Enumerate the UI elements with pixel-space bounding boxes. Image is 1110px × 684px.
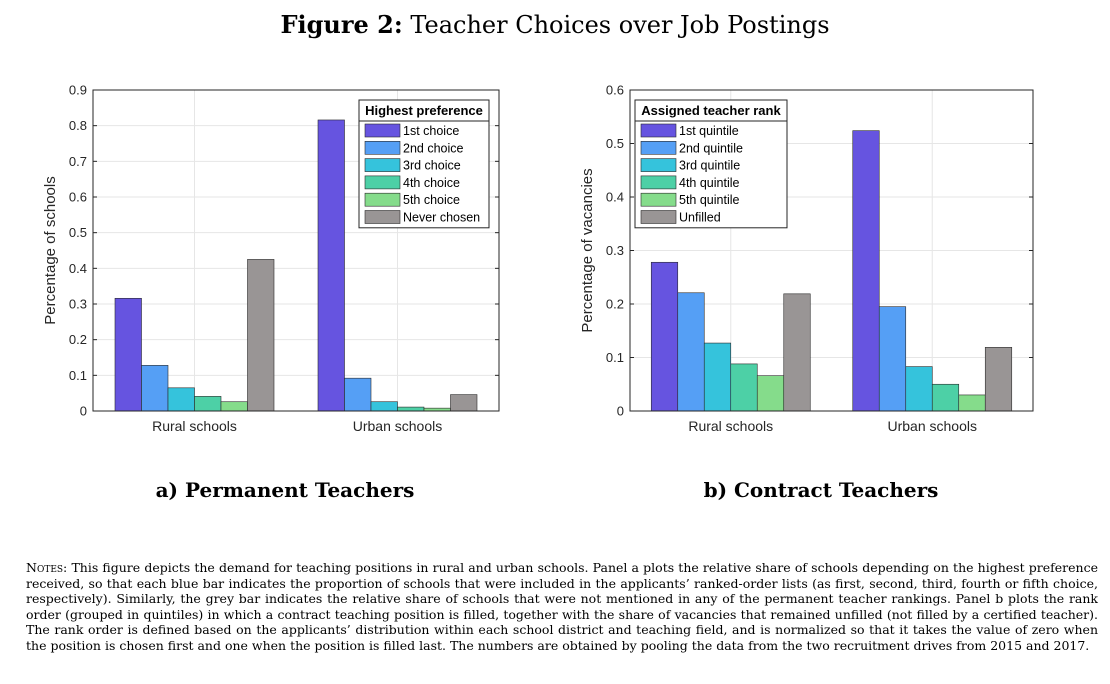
bar bbox=[678, 293, 705, 411]
bar bbox=[853, 131, 880, 411]
caption-panel-a: a) Permanent Teachers bbox=[155, 478, 415, 502]
legend-swatch bbox=[641, 211, 676, 224]
bar bbox=[784, 294, 811, 411]
legend-label: Unfilled bbox=[679, 210, 721, 225]
legend-label: 1st choice bbox=[403, 124, 460, 138]
x-tick-label: Rural schools bbox=[688, 418, 774, 434]
legend-label: 5th choice bbox=[403, 193, 460, 208]
y-axis-label: Percentage of vacancies bbox=[579, 168, 596, 333]
y-tick-label: 0.2 bbox=[605, 296, 624, 312]
bar bbox=[985, 347, 1012, 411]
bar bbox=[879, 307, 906, 411]
y-tick-label: 0 bbox=[616, 403, 624, 419]
figure-notes bbox=[26, 560, 1098, 654]
figure-label: Figure 2: bbox=[280, 10, 403, 39]
bar bbox=[731, 364, 758, 411]
y-tick-label: 0.3 bbox=[605, 243, 624, 258]
legend-swatch bbox=[641, 159, 676, 172]
y-tick-label: 0.6 bbox=[68, 189, 87, 205]
y-tick-label: 0.3 bbox=[68, 296, 87, 312]
bar bbox=[959, 395, 986, 411]
legend-label: Never chosen bbox=[403, 210, 481, 225]
y-tick-label: 0.1 bbox=[68, 367, 87, 383]
bar bbox=[932, 384, 959, 411]
legend-label: 2nd choice bbox=[403, 141, 464, 156]
y-tick-label: 0.4 bbox=[605, 189, 624, 205]
y-tick-label: 0.7 bbox=[68, 153, 87, 169]
y-tick-label: 0.1 bbox=[605, 350, 624, 365]
bar bbox=[704, 343, 731, 411]
caption-panel-b: b) Contract Teachers bbox=[703, 478, 939, 502]
x-tick-label: Urban schools bbox=[887, 418, 977, 434]
y-tick-label: 0 bbox=[79, 403, 87, 419]
y-axis-label: Percentage of schools bbox=[42, 176, 59, 325]
y-tick-label: 0.6 bbox=[605, 82, 624, 98]
figure-title-text: Teacher Choices over Job Postings bbox=[410, 11, 830, 39]
y-tick-label: 0.5 bbox=[605, 136, 624, 151]
legend-label: 2nd quintile bbox=[679, 141, 743, 156]
legend-label: 4th quintile bbox=[679, 175, 740, 190]
legend-swatch bbox=[641, 141, 676, 154]
legend-label: 3rd quintile bbox=[679, 158, 741, 173]
legend-swatch bbox=[641, 193, 676, 206]
legend-label: 1st quintile bbox=[679, 124, 739, 138]
legend-swatch bbox=[641, 176, 676, 189]
legend-swatch bbox=[641, 124, 676, 137]
bar bbox=[651, 262, 678, 411]
legend-title: Assigned teacher rank bbox=[641, 103, 781, 118]
y-tick-label: 0.2 bbox=[68, 332, 87, 348]
legend-label: 4th choice bbox=[403, 175, 460, 190]
legend-title: Highest preference bbox=[365, 103, 483, 118]
notes-label: Notes: bbox=[26, 560, 68, 575]
notes-text: This figure depicts the demand for teaching positions in rural and urban schools. Panel a plots the relative share of schools depending on the highest preference received, so that each blue bar indicates the proportion of schools that were included in the applicants’ ranked-order lists (as first, second, third, fourth or fifth choice, respectively). Similarly, the grey bar indicates the relative share of schools that were not mentioned in any of the permanent teacher rankings. Panel b plots the rank order (grouped in quintiles) in which a contract teaching position is filled, together with the share of vacancies that remained unfilled (not filled by a certified teacher). The rank order is defined based on the applicants’ distribution within each school district and teaching field, and is normalized so that it takes the value of zero when the position is chosen first and one when the position is filled last. The numbers are obtained by pooling the data from the two recruitment drives from 2015 and 2017. bbox=[26, 560, 1098, 653]
bar bbox=[906, 367, 933, 411]
y-tick-label: 0.9 bbox=[68, 82, 87, 98]
y-tick-label: 0.4 bbox=[68, 260, 87, 276]
bar bbox=[757, 376, 784, 411]
legend-label: 3rd choice bbox=[403, 158, 461, 173]
y-tick-label: 0.5 bbox=[68, 225, 87, 241]
x-tick-label: Urban schools bbox=[352, 418, 443, 434]
legend-label: 5th quintile bbox=[679, 193, 740, 208]
x-tick-label: Rural schools bbox=[152, 418, 237, 434]
y-tick-label: 0.8 bbox=[68, 118, 87, 134]
